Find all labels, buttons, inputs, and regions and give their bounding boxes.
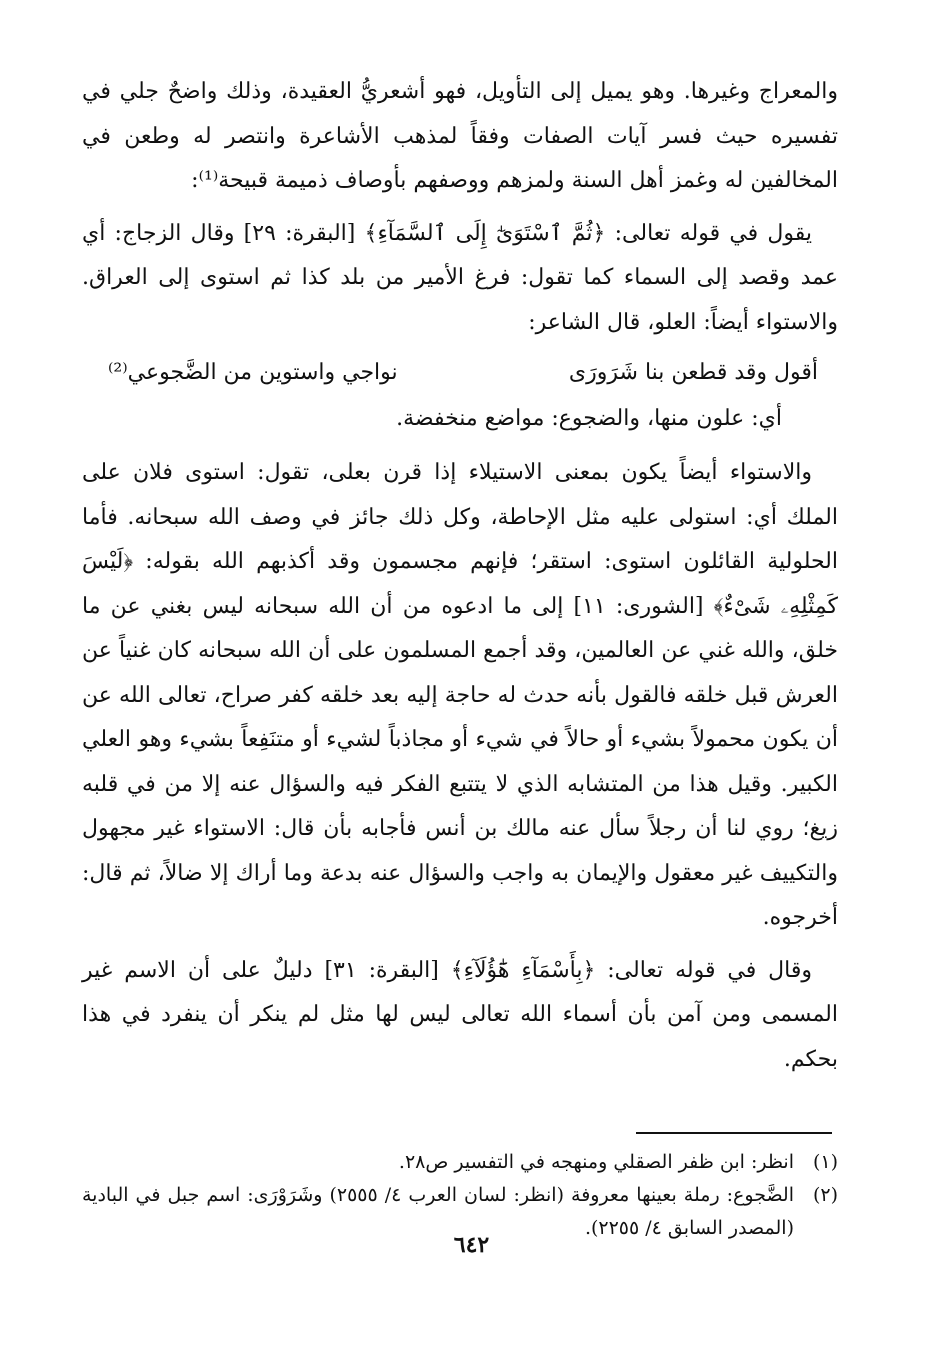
footnote-separator: [636, 1132, 832, 1134]
page-body: [82, 70, 838, 1082]
paragraph-4: وقال في قوله تعالى: ﴿بِأَسْمَآءِ هَٰٓؤُلَآءِ﴾ [البقرة: ٣١] دليلٌ على أن الاسم غير المسمى ومن آمن بأن أسماء الله تعالى ليس لها مثل لم ينكر أن ينفرد في هذا بحكم.: [82, 957, 838, 1072]
verse-second-hemistich: نواجي واستوين من الضَّجوعي⁽²⁾: [108, 360, 398, 385]
paragraph-3: والاستواء أيضاً يكون بمعنى الاستيلاء إذا قرن بعلى، تقول: استوى فلان على الملك أي: استولى عليه مثل الإحاطة، وكل ذلك جائز في وصف الله سبحانه. فأما الحلولية القائلون استوى: استقر؛ فإنهم مجسمون وقد أكذبهم الله بقوله: ﴿لَيْسَ كَمِثْلِهِۦ شَىْءٌ﴾ [الشورى: ١١] إلى ما ادعوه من أن الله سبحانه ليس بغني عن ما خلق، والله غني عن العالمين، وقد أجمع المسلمون على أن الله سبحانه كان غنياً عن العرش قبل خلقه فالقول بأنه حدث له حاجة إليه بعد خلقه كفر صراح، تعالى الله عن أن يكون محمولاً بشيء أو حالاً في شيء أو مجاذباً لشيء أو متنَفِعاً بشيء وهو العلي الكبير. وقيل هذا من المتشابه الذي لا يتتبع الفكر فيه والسؤال عنه إلا من في قلبه زيغ؛ روي لنا أن رجلاً سأل عنه مالك بن أنس فأجابه بأن قال: الاستواء غير مجهول والتكييف غير معقول والإيمان به واجب والسؤال عنه بدعة وما أراك إلا ضالاً، ثم قال: أخرجوه.: [82, 460, 838, 930]
footnote-text: الضَّجوع: رملة بعينها معروفة (انظر: لسان العرب ٤/ ٢٥٥٥) وشَرَوْرَى: اسم جبل في البادية (المصدر السابق ٤/ ٢٢٥٥).: [82, 1184, 794, 1239]
page-number: ٦٤٢: [453, 1232, 490, 1258]
footnote-number: (٢): [812, 1184, 838, 1206]
verse-first-hemistich: أقول وقد قطعن بنا شَرَورَى: [568, 360, 818, 385]
verse-gloss: أي: علون منها، والضجوع: مواضع منخفضة.: [396, 406, 782, 431]
footnote-number: (١): [812, 1151, 838, 1173]
poetry-verse: [108, 351, 818, 395]
footnote-text: انظر: ابن ظفر الصقلي ومنهجه في التفسير ص٢٨.: [398, 1151, 794, 1173]
footnote: [82, 1146, 838, 1179]
paragraph-2: يقول في قوله تعالى: ﴿ثُمَّ ٱسْتَوَىٰٓ إِلَى ٱلسَّمَآءِ﴾ [البقرة: ٢٩] وقال الزجاج: أي عمد وقصد إلى السماء كما تقول: فرغ الأمير من بلد كذا ثم استوى إلى العراق. والاستواء أيضاً: العلو، قال الشاعر:: [82, 220, 838, 335]
paragraph-1: والمعراج وغيرها. وهو يميل إلى التأويل، فهو أشعريُّ العقيدة، وذلك واضحٌ جلي في تفسيره حيث فسر آيات الصفات وفقاً لمذهب الأشاعرة وانتصر له وطعن في المخالفين له وغمز أهل السنة ولمزهم ووصفهم بأوصاف ذميمة قبيحة⁽¹⁾:: [82, 79, 839, 193]
footnotes: [82, 1146, 838, 1245]
